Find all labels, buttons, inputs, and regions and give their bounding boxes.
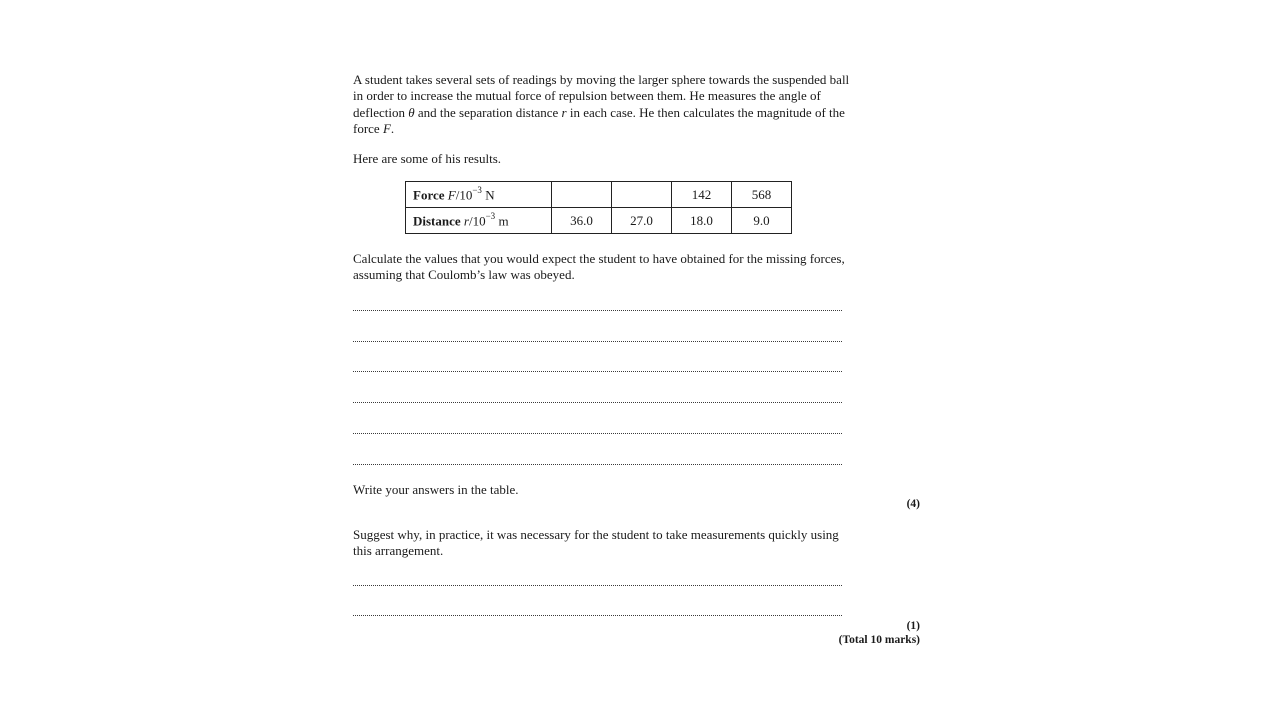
theta-symbol: θ [408, 104, 415, 120]
distance-cell-3: 18.0 [672, 208, 732, 234]
distance-exp: −3 [485, 210, 496, 221]
question-1-line-1: Calculate the values that you would expect the student to have obtained for the missing forces, [353, 251, 845, 266]
intro-line-3-a: deflection [353, 104, 409, 120]
force-cell-4: 568 [732, 182, 792, 208]
distance-var: r [463, 213, 469, 229]
intro-line-4-a: force [353, 120, 383, 136]
distance-unit-a: /10 [468, 213, 486, 229]
answer-line-1[interactable] [353, 300, 842, 311]
answer-line-8[interactable] [353, 605, 842, 616]
distance-cell-2: 27.0 [612, 208, 672, 234]
f-symbol: F [382, 120, 391, 136]
force-cell-1[interactable] [552, 182, 612, 208]
distance-row [406, 208, 792, 234]
r-symbol: r [561, 104, 567, 120]
distance-label: Distance [413, 213, 461, 229]
force-row [406, 182, 792, 208]
force-cell-3: 142 [672, 182, 732, 208]
distance-header [406, 208, 552, 234]
force-exp: −3 [472, 184, 482, 195]
question-2-line-2: this arrangement. [353, 543, 444, 559]
distance-cell-1: 36.0 [552, 208, 612, 234]
force-unit-b: N [481, 187, 495, 203]
answer-line-6[interactable] [353, 454, 842, 465]
intro-paragraph [353, 72, 893, 137]
answer-line-4[interactable] [353, 392, 842, 403]
question-2-line-1: Suggest why, in practice, it was necessary for the student to take measurements quickly using [353, 527, 839, 542]
marks-question-2: (1) [906, 620, 920, 632]
results-intro: Here are some of his results. [353, 151, 502, 166]
answer-line-2[interactable] [353, 331, 842, 342]
question-1-line-2: assuming that Coulomb’s law was obeyed. [353, 267, 575, 283]
answer-line-5[interactable] [353, 423, 842, 434]
intro-line-3-b: and the separation distance [414, 104, 562, 120]
force-var: F [447, 187, 456, 203]
intro-line-2: in order to increase the mutual force of repulsion between them. He measures the angle of [353, 88, 821, 104]
intro-line-4-b: . [390, 120, 395, 136]
results-table [405, 181, 792, 234]
question-2 [353, 527, 893, 560]
distance-cell-4: 9.0 [732, 208, 792, 234]
total-marks: (Total 10 marks) [838, 634, 920, 646]
distance-unit-b: m [495, 213, 509, 229]
intro-line-3-c: in each case. He then calculates the magnitude of the [566, 104, 845, 120]
force-label: Force [413, 187, 445, 203]
force-cell-2[interactable] [612, 182, 672, 208]
force-unit-a: /10 [455, 187, 473, 203]
answer-line-3[interactable] [353, 361, 842, 372]
marks-question-1: (4) [906, 498, 920, 510]
question-1 [353, 251, 893, 284]
intro-line-1: A student takes several sets of readings by moving the larger sphere towards the suspended ball [353, 72, 850, 87]
answer-line-7[interactable] [353, 575, 842, 586]
write-answers-instruction: Write your answers in the table. [353, 482, 519, 497]
force-header [406, 182, 552, 208]
